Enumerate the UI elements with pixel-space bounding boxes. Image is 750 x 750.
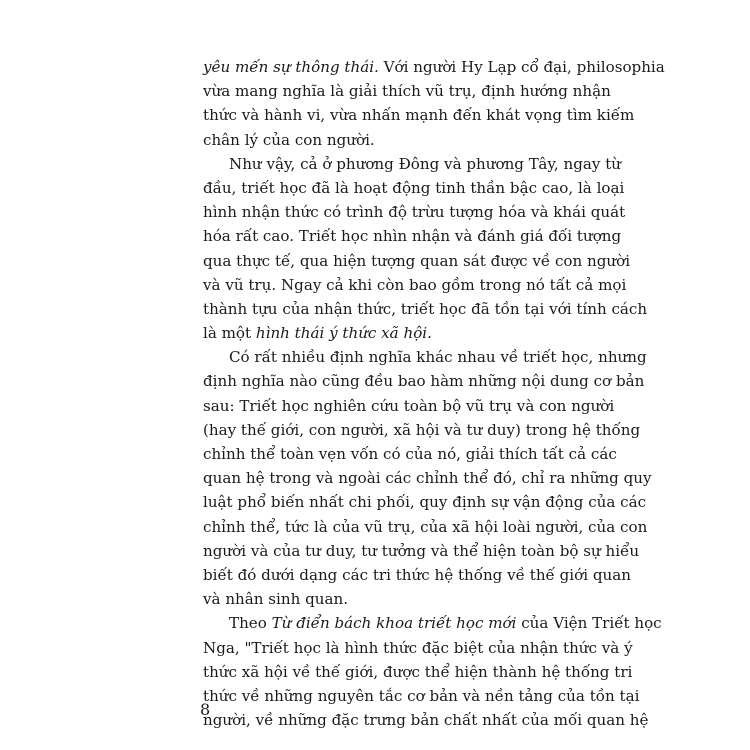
text-line (203, 297, 648, 321)
paragraph (203, 611, 662, 732)
text-line (203, 539, 640, 563)
text-segment: sau: Triết học nghiên cứu toàn bộ vũ trụ và con người (203, 396, 615, 415)
text-line (203, 418, 641, 442)
text-segment: chân lý của con người. (203, 130, 375, 149)
italic-text: yêu mến sự thông thái. (203, 58, 379, 76)
text-line (203, 490, 647, 514)
text-segment: . (427, 324, 432, 343)
text-segment: thức và hành vi, vừa nhấn mạnh đến khát vọng tìm kiếm (203, 106, 635, 125)
text-line (203, 128, 588, 152)
italic-text: hình thái ý thức xã hội (255, 324, 428, 343)
text-line (203, 515, 648, 539)
text-segment: người, về những đặc trưng bản chất nhất của mối quan hệ (203, 711, 649, 730)
text-segment: thức xã hội về thế giới, được thể hiện thành hệ thống tri (203, 662, 633, 681)
text-line (203, 249, 631, 273)
text-line (203, 708, 649, 732)
text-segment: Theo (229, 614, 272, 633)
text-line (203, 345, 647, 369)
text-line (203, 466, 652, 490)
text-segment: Với người Hy Lạp cổ đại, philosophia (378, 58, 665, 76)
text-segment: luật phổ biến nhất chi phối, quy định sự vận động của các (203, 493, 647, 512)
text-segment: hình nhận thức có trình độ trừu tượng hóa và khái quát (203, 203, 626, 222)
text-line (203, 55, 665, 79)
text-line (203, 587, 588, 611)
body-text (203, 55, 665, 732)
text-segment: chỉnh thể toàn vẹn vốn có của nó, giải thích tất cả các (203, 445, 617, 463)
text-segment: thức về những nguyên tắc cơ bản và nền tảng của tồn tại (203, 686, 640, 705)
text-segment: qua thực tế, qua hiện tượng quan sát được về con người (203, 251, 631, 270)
text-line (203, 321, 588, 345)
text-segment: và nhân sinh quan. (203, 590, 348, 609)
text-line (203, 152, 621, 176)
text-line (203, 636, 633, 660)
text-line (203, 611, 662, 635)
text-segment: (hay thế giới, con người, xã hội và tư duy) trong hệ thống (203, 420, 641, 439)
text-segment: Như vậy, cả ở phương Đông và phương Tây, ngay từ (229, 154, 621, 173)
text-segment: biết đó dưới dạng các tri thức hệ thống về thế giới quan (203, 565, 631, 584)
italic-text: Từ điển bách khoa triết học mới (271, 614, 517, 633)
text-line (203, 442, 617, 466)
text-line (203, 79, 611, 103)
text-segment: quan hệ trong và ngoài các chỉnh thể đó, chỉ ra những quy (203, 469, 652, 488)
text-segment: đầu, triết học đã là hoạt động tinh thần bậc cao, là loại (203, 178, 625, 197)
text-segment: vừa mang nghĩa là giải thích vũ trụ, định hướng nhận (203, 82, 611, 101)
text-segment: thành tựu của nhận thức, triết học đã tồn tại với tính cách (203, 299, 648, 318)
text-segment: là một (203, 324, 256, 343)
text-segment: người và của tư duy, tư tưởng và thể hiện toàn bộ sự hiểu (203, 541, 640, 560)
text-line (203, 176, 625, 200)
text-line (203, 394, 615, 418)
text-line (203, 273, 627, 297)
text-segment: định nghĩa nào cũng đều bao hàm những nội dung cơ bản (203, 372, 645, 391)
text-segment: của Viện Triết học (516, 614, 662, 633)
text-segment: và vũ trụ. Ngay cả khi còn bao gồm trong nó tất cả mọi (203, 275, 627, 294)
text-line (203, 684, 640, 708)
text-segment: hóa rất cao. Triết học nhìn nhận và đánh giá đối tượng (203, 227, 622, 246)
text-segment: Nga, "Triết học là hình thức đặc biệt của nhận thức và ý (203, 638, 633, 657)
paragraph (203, 55, 665, 152)
text-line (203, 200, 626, 224)
text-line (203, 660, 633, 684)
page-number: 8 (200, 700, 211, 719)
paragraph (203, 345, 652, 611)
text-line (203, 369, 645, 393)
text-line (203, 563, 631, 587)
text-segment: chỉnh thể, tức là của vũ trụ, của xã hội loài người, của con (203, 517, 648, 536)
text-line (203, 224, 622, 248)
paragraph (203, 152, 648, 346)
text-line (203, 103, 635, 127)
text-segment: Có rất nhiều định nghĩa khác nhau về triết học, nhưng (229, 348, 647, 367)
